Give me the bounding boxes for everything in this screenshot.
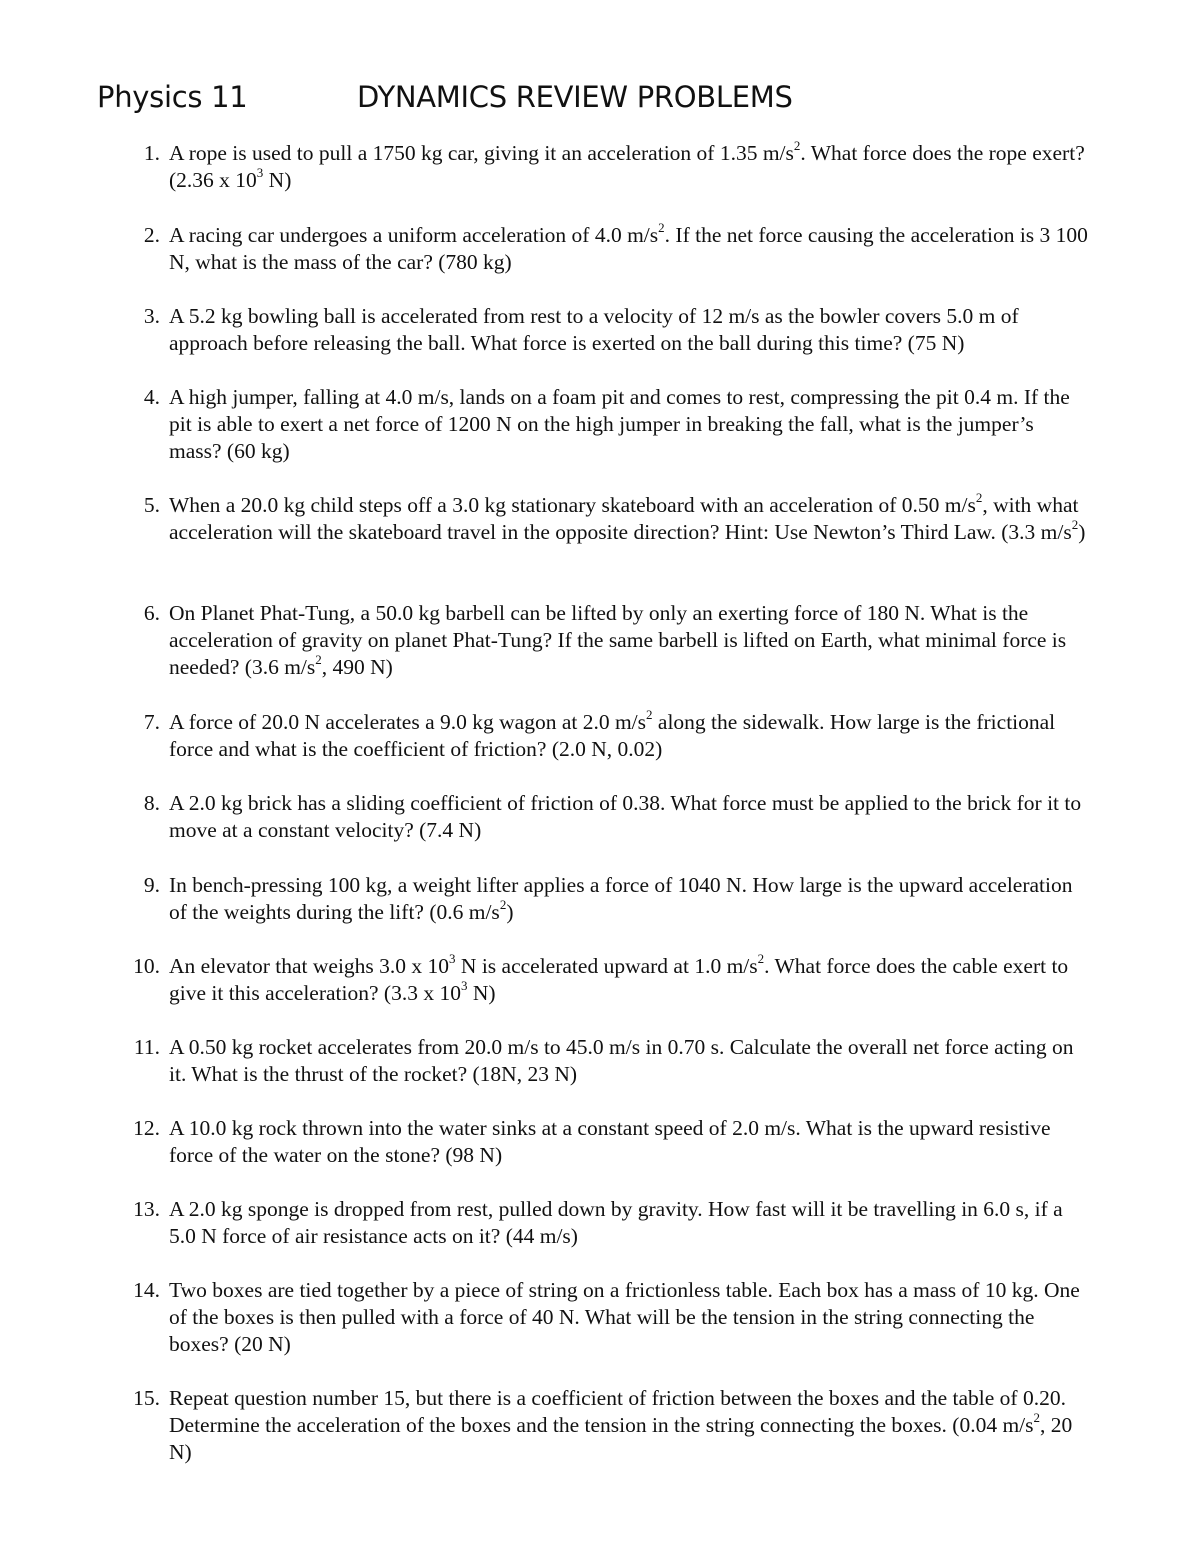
- problem-text: Two boxes are tied together by a piece of string on a frictionless table. Each box has a mass of 10 kg. One of the boxes is then pulled with a force of 40 N. What will be the tension in the string connecting the boxes? (20 N): [169, 1278, 1080, 1356]
- problem-text: A 0.50 kg rocket accelerates from 20.0 m/s to 45.0 m/s in 0.70 s. Calculate the overall net force acting on it. What is the thrust of the rocket? (18N, 23 N): [169, 1035, 1074, 1086]
- problem-number: 13.: [133, 1197, 160, 1221]
- problem-text: On Planet Phat-Tung, a 50.0 kg barbell can be lifted by only an exerting force of 180 N. What is the acceleration of gravity on planet Phat-Tung? If the same barbell is lifted on Earth, what minimal force is needed? (3.6 $m/s^2$, 490 N): [169, 601, 1067, 679]
- problem-text: A force of 20.0 N accelerates a 9.0 kg wagon at 2.0 $m/s^2$ along the sidewalk. How large is the frictional force and what is the coefficient of friction? (2.0 N, 0.02): [169, 706, 1056, 761]
- problem-number: 1.: [143, 141, 160, 165]
- problem-number: 6.: [143, 601, 160, 625]
- problem-text: A high jumper, falling at 4.0 m/s, lands on a foam pit and comes to rest, compressing the pit 0.4 m. If the pit is able to exert a net force of 1200 N on the high jumper in breaking the fall, what is the jumper’s mass? (60 kg): [169, 385, 1070, 463]
- problem-number: 15.: [133, 1386, 160, 1410]
- problem-number: 8.: [143, 791, 160, 815]
- course-name: Physics 11: [97, 80, 248, 114]
- problem-number: 7.: [143, 710, 160, 734]
- problem-text: An elevator that weighs 3.0 x $10^3$ N is accelerated upward at 1.0 $m/s^2$. What force does the cable exert to give it this acceleration? (3.3 x $10^3$ N): [169, 950, 1069, 1005]
- problem-number: 2.: [143, 223, 160, 247]
- page-title: DYNAMICS REVIEW PROBLEMS: [357, 80, 793, 114]
- problem-text: A 2.0 kg sponge is dropped from rest, pulled down by gravity. How fast will it be travelling in 6.0 s, if a 5.0 N force of air resistance acts on it? (44 m/s): [169, 1197, 1063, 1248]
- problem-text: A 5.2 kg bowling ball is accelerated from rest to a velocity of 12 m/s as the bowler covers 5.0 m of approach before releasing the ball. What force is exerted on the ball during this time? (75 N): [169, 304, 1019, 355]
- problem-number: 5.: [143, 493, 160, 517]
- problem-number: 4.: [143, 385, 160, 409]
- problem-number: 11.: [133, 1035, 160, 1059]
- problem-text: A 10.0 kg rock thrown into the water sinks at a constant speed of 2.0 m/s. What is the upward resistive force of the water on the stone? (98 N): [169, 1116, 1051, 1167]
- problem-text: A racing car undergoes a uniform acceleration of 4.0 $m/s^2$. If the net force causing the acceleration is 3 100 N, what is the mass of the car? (780 kg): [169, 219, 1088, 274]
- problem-text: A rope is used to pull a 1750 kg car, giving it an acceleration of 1.35 $m/s^2$. What force does the rope exert? (2.36 x $10^3$ N): [169, 137, 1085, 192]
- problem-text: When a 20.0 kg child steps off a 3.0 kg stationary skateboard with an acceleration of 0.50 $m/s^2$, with what acceleration will the skateboard travel in the opposite direction? Hint: Use Newton’s Third Law. (3.3 $m/s^2$): [169, 489, 1086, 544]
- problem-number: 10.: [133, 954, 160, 978]
- problem-text: In bench-pressing 100 kg, a weight lifter applies a force of 1040 N. How large is the upward acceleration of the weights during the lift? (0.6 $m/s^2$): [169, 873, 1073, 924]
- problem-text: Repeat question number 15, but there is a coefficient of friction between the boxes and the table of 0.20. Determine the acceleration of the boxes and the tension in the string connecting the boxes. (0.04 $m/s^2$, 20 N): [169, 1386, 1073, 1464]
- problem-number: 3.: [143, 304, 160, 328]
- problem-number: 14.: [133, 1278, 160, 1302]
- problem-number: 12.: [133, 1116, 160, 1140]
- problem-number: 9.: [143, 873, 160, 897]
- problem-text: A 2.0 kg brick has a sliding coefficient of friction of 0.38. What force must be applied to the brick for it to move at a constant velocity? (7.4 N): [169, 791, 1082, 842]
